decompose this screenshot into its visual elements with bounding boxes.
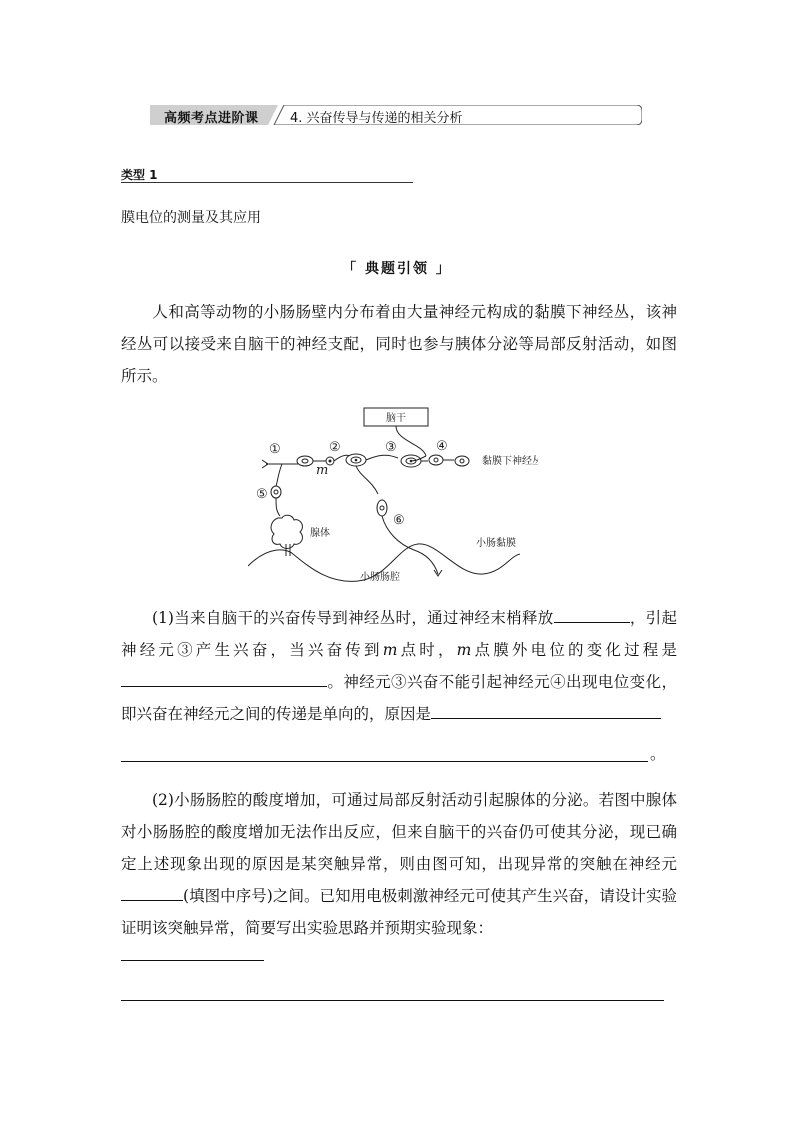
q2-text-1: (2)小肠肠腔的酸度增加，可通过局部反射活动引起腺体的分泌。若图中腺体对小肠肠腔的酸度增加无法作出反应，但来自脑干的兴奋仍可使其分泌，现已确定上述现象出现的原因是某突触异常，则由图可知，出现异常的突触在神经元 (121, 791, 677, 873)
type-divider (121, 182, 413, 183)
label-2: ② (329, 440, 341, 455)
q1-text-5: 。神经元③兴奋不能引起神经元④出现电位变化，即兴奋在神经元之间的传递是单向的，原因是 (121, 673, 677, 723)
intro-text: 人和高等动物的小肠肠壁内分布着由大量神经元构成的黏膜下神经丛，该神经丛可以接受来自脑干的神经支配，同时也参与胰体分泌等局部反射活动，如图所示。 (121, 303, 677, 385)
brainstem-label: 脑干 (386, 413, 406, 424)
question-1 (121, 602, 677, 730)
q2-blank-1[interactable] (121, 882, 183, 901)
section-subtitle: 膜电位的测量及其应用 (121, 210, 261, 226)
type-label: 类型 1 (121, 168, 158, 182)
q1-text-2: ，引起神经元③产生兴奋，当兴奋传到 (121, 609, 677, 659)
q1-blank-3[interactable] (431, 700, 661, 719)
q1-m-1: m (382, 641, 398, 659)
label-3: ③ (385, 440, 397, 455)
intro-paragraph (121, 296, 677, 392)
gland-label: 腺体 (310, 528, 330, 539)
q2-blank-line-1[interactable] (121, 960, 264, 961)
q1-blank-line[interactable] (121, 761, 648, 762)
header-topic: 4. 兴奋传导与传递的相关分析 (290, 111, 463, 126)
label-6: ⑥ (393, 513, 405, 528)
section-title: 「 典题引领 」 (342, 261, 452, 277)
plexus-label: 黏膜下神经丛 (482, 456, 538, 467)
q1-end-mark: 。 (650, 745, 666, 763)
nerve-diagram (248, 406, 538, 588)
mucosa-label: 小肠黏膜 (476, 538, 516, 549)
q1-blank-1[interactable] (554, 604, 630, 623)
question-2 (121, 784, 677, 944)
label-4: ④ (436, 439, 448, 454)
q2-blank-line-2[interactable] (121, 1000, 664, 1001)
q1-text-1: (1)当来自脑干的兴奋传导到神经丛时，通过神经末梢释放 (152, 609, 554, 627)
label-5: ⑤ (256, 487, 268, 502)
q1-text-4: 点膜外电位的变化过程是 (471, 641, 677, 659)
header-bar (150, 105, 642, 125)
q1-blank-2[interactable] (121, 668, 327, 687)
q1-text-3: 点时， (397, 641, 457, 659)
lumen-label: 小肠肠腔 (360, 572, 400, 583)
point-m-label: m (316, 463, 329, 478)
q2-text-2: (填图中序号)之间。已知用电极刺激神经元可使其产生兴奋，请设计实验证明该突触异常，简要写出实验思路并预期实验现象： (121, 887, 677, 937)
q1-m-2: m (456, 641, 472, 659)
label-1: ① (269, 442, 281, 457)
header-category: 高频考点进阶课 (164, 111, 259, 126)
